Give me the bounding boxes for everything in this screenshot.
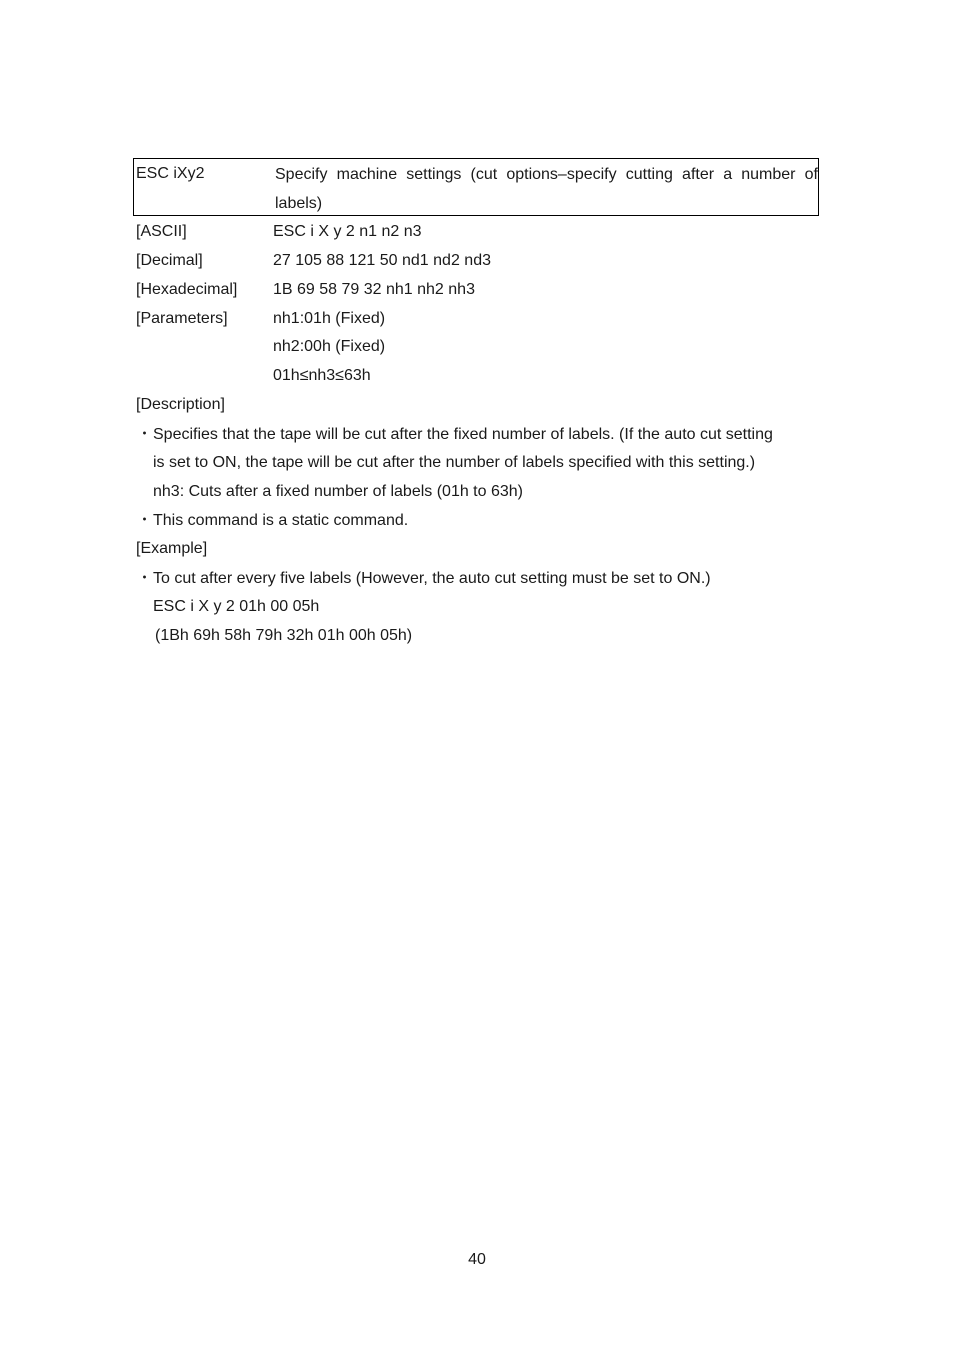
example-bullet bbox=[136, 569, 711, 589]
command-description: Specify machine settings (cut options–specify cutting after a number of labels) bbox=[275, 166, 818, 212]
bullet-icon: ・ bbox=[136, 426, 153, 443]
description-bullet bbox=[136, 425, 773, 445]
example-command: ESC i X y 2 01h 00 05h bbox=[153, 598, 320, 615]
command-name: ESC iXy2 bbox=[136, 165, 205, 182]
example-text: To cut after every five labels (However, the auto cut setting must be set to ON.) bbox=[153, 570, 711, 587]
field-row-hexadecimal bbox=[136, 280, 475, 300]
field-label: [Decimal] bbox=[136, 252, 203, 269]
field-value: nh1:01h (Fixed) bbox=[273, 310, 386, 327]
field-row-ascii bbox=[136, 222, 422, 242]
bullet-icon: ・ bbox=[136, 512, 153, 529]
field-label: [Parameters] bbox=[136, 310, 228, 327]
field-label: [ASCII] bbox=[136, 223, 187, 240]
description-bullet bbox=[136, 511, 408, 531]
field-label: [Hexadecimal] bbox=[136, 281, 238, 298]
example-heading: [Example] bbox=[136, 540, 208, 557]
description-text: nh3: Cuts after a fixed number of labels (01h to 63h) bbox=[153, 483, 523, 500]
description-text: This command is a static command. bbox=[153, 512, 409, 529]
parameter-value: 01h≤nh3≤63h bbox=[273, 367, 371, 384]
field-value: ESC i X y 2 n1 n2 n3 bbox=[273, 223, 422, 240]
description-heading: [Description] bbox=[136, 396, 225, 413]
example-hex: (1Bh 69h 58h 79h 32h 01h 00h 05h) bbox=[155, 627, 413, 644]
page-number: 40 bbox=[468, 1251, 486, 1268]
description-text: is set to ON, the tape will be cut after the number of labels specified with this setting.) bbox=[153, 454, 756, 471]
command-header-box bbox=[133, 158, 819, 216]
bullet-icon: ・ bbox=[136, 570, 153, 587]
field-row-decimal bbox=[136, 251, 491, 271]
parameter-value: nh2:00h (Fixed) bbox=[273, 338, 386, 355]
field-row-parameters bbox=[136, 309, 385, 329]
description-text: Specifies that the tape will be cut after the fixed number of labels. (If the auto cut setting bbox=[153, 426, 773, 443]
field-value: 27 105 88 121 50 nd1 nd2 nd3 bbox=[273, 252, 491, 269]
field-value: 1B 69 58 79 32 nh1 nh2 nh3 bbox=[273, 281, 475, 298]
